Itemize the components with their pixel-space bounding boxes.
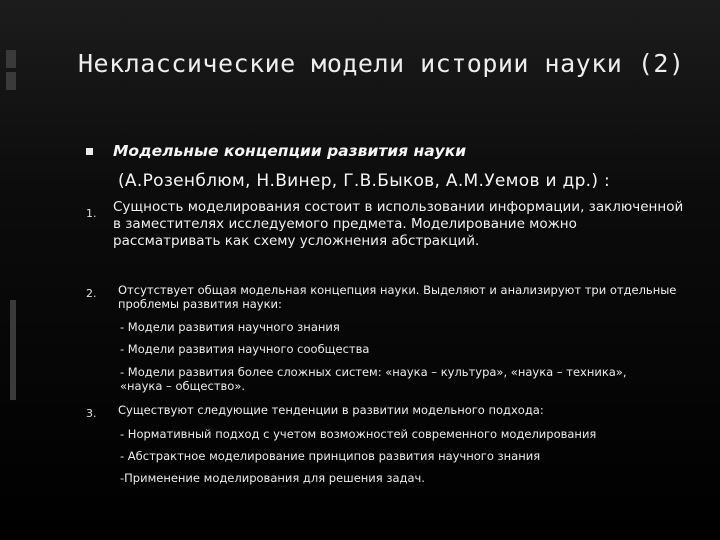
item-2-text: Отсутствует общая модельная концепция науки. Выделяют и анализируют три отдельные проблемы развития науки:: [118, 283, 677, 311]
bullet-text: Модельные концепции развития науки: [113, 142, 467, 160]
sub-item: - Модели развития более сложных систем: «наука – культура», «наука – техника», «наука – общество».: [120, 365, 627, 393]
authors-line: (А.Розенблюм, Н.Винер, Г.В.Быков, А.М.Уемов и др.) :: [118, 171, 611, 191]
item-number: 1.: [86, 207, 97, 220]
item-number: 3.: [86, 407, 97, 420]
sub-item: - Абстрактное моделирование принципов развития научного знания: [120, 449, 541, 463]
item-1-text: Сущность моделирования состоит в использовании информации, заключенной в заместителях исследуемого предмета. Моделирование можно рассматривать как схему усложнения абстракций.: [113, 199, 684, 249]
bullet-square-icon: [86, 148, 93, 155]
slide-title: Неклассические модели истории науки (2): [78, 49, 685, 78]
sub-item: - Модели развития научного сообщества: [120, 342, 370, 356]
item-number: 2.: [86, 287, 97, 300]
decorative-side-bars: [0, 0, 20, 540]
sub-item: -Применение моделирования для решения задач.: [120, 471, 425, 485]
item-3-text: Существуют следующие тенденции в развитии модельного подхода:: [118, 403, 544, 417]
sub-item: - Нормативный подход с учетом возможностей современного моделирования: [120, 427, 597, 441]
sub-item: - Модели развития научного знания: [120, 320, 340, 334]
